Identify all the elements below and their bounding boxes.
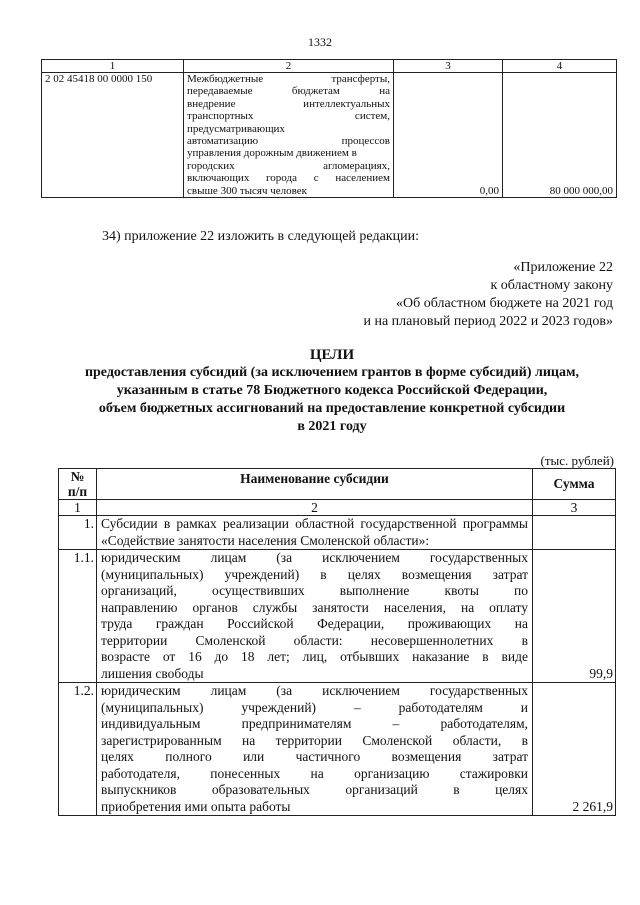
description-line: предусматривающих — [187, 122, 285, 135]
description-line: Межбюджетные трансферты, — [187, 73, 390, 85]
subsidy-name — [97, 516, 533, 550]
text-line: целях полного или частичного возмещения затрат — [101, 749, 528, 764]
description-cell — [184, 73, 394, 198]
column-header: 1 — [42, 60, 184, 73]
title-line: указанным в статье 78 Бюджетного кодекса Российской Федерации, — [116, 383, 548, 398]
budget-table-fragment — [41, 59, 617, 198]
text-line: юридическим лицам (за исключением государственных — [101, 550, 528, 565]
text-line: труда граждан Российской Федерации, проживающих на — [101, 616, 528, 631]
title-heading: ЦЕЛИ — [309, 347, 355, 363]
text-line: (муниципальных) учреждений) – работодателям и — [101, 699, 528, 715]
text-line: направлению органов службы занятости населения, на оплату — [101, 599, 528, 615]
text-line: территории Смоленской области: несовершеннолетних в — [101, 632, 528, 648]
table-row — [42, 73, 617, 198]
text-line: «Содействие занятости населения Смоленской области»: — [101, 532, 430, 548]
text-line: Субсидии в рамках реализации областной государственной программы — [101, 516, 528, 531]
appendix-line: к областному закону — [490, 278, 613, 293]
description-line: включающих города с населением — [187, 172, 390, 185]
appendix-line: и на плановый период 2022 и 2023 годов» — [363, 314, 613, 329]
description-line: внедрение интеллектуальных — [187, 97, 390, 110]
appendix-line: «Об областном бюджете на 2021 год — [396, 296, 613, 311]
number-header-line: № — [70, 469, 85, 484]
sum-column-header: Сумма — [533, 469, 616, 500]
description-line: автоматизацию процессов — [187, 135, 390, 148]
text-line: организаций, осуществивших выполнение квоты по — [101, 583, 528, 598]
row-number: 1.1. — [59, 550, 97, 683]
description-line: управления дорожным движением в — [187, 147, 357, 160]
units-label: (тыс. рублей) — [540, 453, 614, 468]
title-line: предоставления субсидий (за исключением грантов в форме субсидий) лицам, — [84, 365, 580, 380]
budget-code-cell: 2 02 45418 00 0000 150 — [42, 73, 184, 198]
row-number: 1. — [59, 516, 97, 550]
text-line: юридическим лицам (за исключением государственных — [101, 683, 528, 698]
appendix-line: «Приложение 22 — [513, 260, 613, 275]
description-line: транспортных систем, — [187, 110, 390, 123]
text-line: лишения свободы — [101, 665, 204, 681]
subsidy-name — [97, 550, 533, 683]
subsidy-table — [58, 468, 616, 816]
column-header: 3 — [394, 60, 503, 73]
amendment-instruction: 34) приложение 22 изложить в следующей редакции: — [102, 229, 419, 244]
text-line: выпускников образовательных организаций в целях — [101, 782, 528, 797]
table-header-row — [42, 60, 617, 73]
table-header-row — [59, 469, 616, 500]
column-number: 1 — [59, 500, 97, 516]
text-line: (муниципальных) учреждений) в целях возмещения затрат — [101, 566, 528, 582]
amount-cell — [533, 516, 616, 550]
table-row — [59, 516, 616, 550]
value-cell-col3: 0,00 — [394, 73, 503, 198]
text-line: работодателя, понесенных на организацию стажировки — [101, 765, 528, 781]
column-header: 2 — [184, 60, 394, 73]
value-cell-col4: 80 000 000,00 — [503, 73, 617, 198]
row-number: 1.2. — [59, 683, 97, 816]
column-header: 4 — [503, 60, 617, 73]
page-number: 1332 — [308, 35, 332, 49]
column-number-row — [59, 500, 616, 516]
text-line: индивидуальным предпринимателям – работодателям, — [101, 716, 528, 731]
amount-cell: 2 261,9 — [533, 683, 616, 816]
description-line: свыше 300 тысяч человек — [187, 184, 308, 197]
number-column-header — [59, 469, 97, 500]
appendix-header — [363, 259, 613, 331]
name-column-header: Наименование субсидии — [97, 469, 533, 500]
title-line: объем бюджетных ассигнований на предоставление конкретной субсидии — [98, 401, 566, 416]
description-line: городских агломерациях, — [187, 159, 390, 172]
column-number: 3 — [533, 500, 616, 516]
document-title — [0, 346, 640, 436]
title-line: в 2021 году — [297, 419, 367, 434]
amount-cell: 99,9 — [533, 550, 616, 683]
number-header-line: п/п — [67, 484, 88, 499]
text-line: возрасте от 16 до 18 лет; лиц, отбывших наказание в виде — [101, 649, 528, 664]
table-row — [59, 683, 616, 816]
subsidy-name — [97, 683, 533, 816]
column-number: 2 — [97, 500, 533, 516]
text-line: зарегистрированным на территории Смоленской области, в — [101, 732, 528, 748]
description-line: передаваемые бюджетам на — [187, 85, 390, 98]
table-row — [59, 550, 616, 683]
text-line: приобретения ими опыта работы — [101, 798, 291, 814]
